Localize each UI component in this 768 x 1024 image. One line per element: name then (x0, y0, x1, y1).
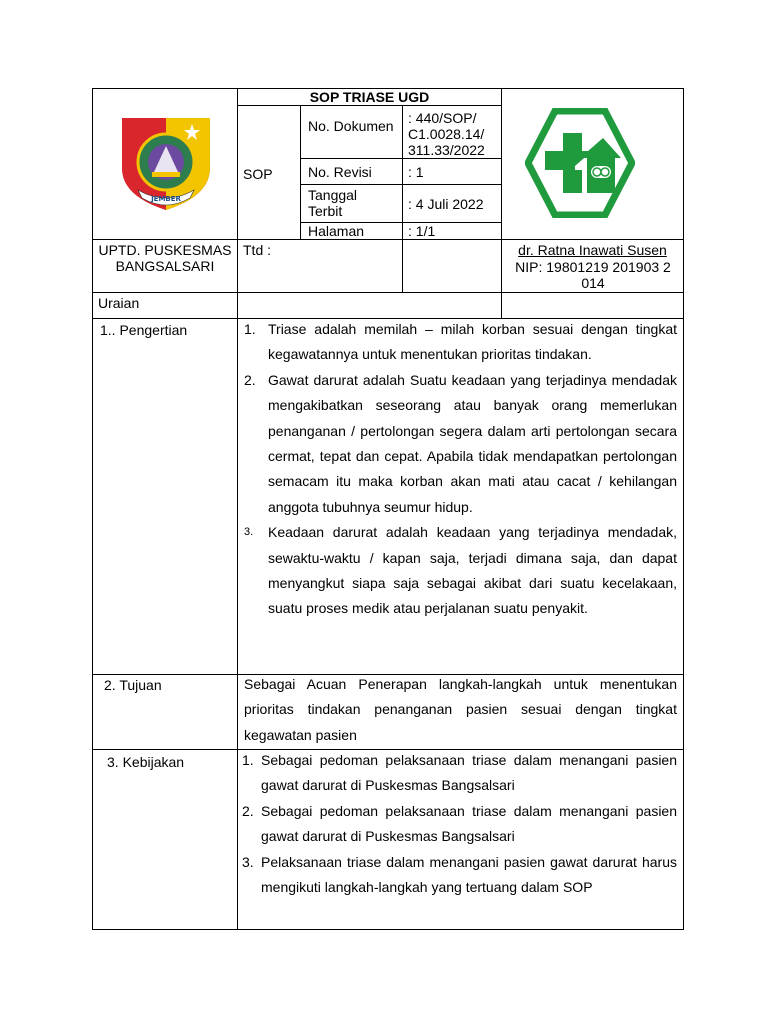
field-label-no-revisi: No. Revisi (308, 164, 372, 180)
document-title: SOP TRIASE UGD (309, 89, 430, 105)
organization-name: UPTD. PUSKESMAS BANGSALSARI (98, 242, 232, 274)
field-value-tanggal-terbit: : 4 Juli 2022 (408, 196, 484, 212)
list-item (244, 368, 677, 520)
rule (92, 929, 684, 930)
svg-text:JEMBER: JEMBER (151, 195, 181, 203)
rule (300, 184, 501, 185)
tujuan-text: Sebagai Acuan Penerapan langkah-langkah untuk menentukan prioritas tindakan penanganan pasien sesuai dengan tingkat kegawatan pasien (244, 676, 677, 743)
rule (402, 105, 403, 292)
jember-logo-icon (120, 116, 212, 212)
list-text: Keadaan darurat adalah keadaan yang terjadinya mendadak, sewaktu-waktu / kapan saja, terjadi dimana saja, dan dapat menyangkut siapa saja sebagai akibat dari suatu kecelakaan, suatu proses medik atau perjalanan suatu penyakit. (268, 524, 677, 617)
list-item (244, 520, 677, 622)
signature-label: Ttd : (243, 242, 272, 258)
section-heading-kebijakan: 3. Kebijakan (107, 754, 185, 770)
list-text: Triase adalah memilah – milah korban sesuai dengan tingkat kegawatannya untuk menentukan prioritas tindakan. (268, 321, 677, 363)
rule (92, 292, 684, 293)
list-item (244, 317, 677, 368)
field-value-halaman: : 1/1 (408, 223, 436, 239)
uraian-label: Uraian (98, 295, 140, 311)
rule (300, 158, 501, 159)
list-text: Sebagai pedoman pelaksanaan triase dalam menangani pasien gawat darurat di Puskesmas Bangsalsari (261, 752, 677, 794)
list-item (242, 850, 677, 901)
field-value-no-revisi: : 1 (408, 164, 424, 180)
list-number: 1. (244, 321, 256, 337)
signer-name: dr. Ratna Inawati Susen (518, 242, 667, 258)
rule (683, 88, 684, 930)
list-item (242, 799, 677, 850)
field-value-no-dokumen: : 440/SOP/ C1.0028.14/ 311.33/2022 (408, 110, 485, 158)
list-text: Sebagai pedoman pelaksanaan triase dalam menangani pasien gawat darurat di Puskesmas Bangsalsari (261, 802, 677, 845)
rule (300, 105, 301, 239)
pengertian-list (244, 317, 677, 622)
field-label-tanggal-terbit: Tanggal Terbit (308, 187, 358, 219)
list-text: Pelaksanaan triase dalam menangani pasien gawat darurat harus mengikuti langkah-langkah yang tertuang dalam SOP (261, 853, 677, 896)
field-label-halaman: Halaman (308, 223, 365, 239)
rule (237, 88, 238, 930)
list-number: 1. (242, 752, 254, 768)
puskesmas-logo-icon (525, 108, 635, 218)
list-number: 3. (244, 526, 254, 539)
rule (92, 88, 93, 930)
rule (237, 105, 501, 106)
field-label-no-dokumen: No. Dokumen (308, 118, 394, 134)
kebijakan-list (242, 748, 677, 900)
rule (92, 239, 684, 240)
section-heading-tujuan: 2. Tujuan (104, 677, 162, 693)
sop-label: SOP (243, 166, 273, 182)
section-heading-pengertian: 1.. Pengertian (100, 322, 188, 338)
list-number: 2. (242, 802, 254, 819)
list-item (242, 748, 677, 799)
list-text: Gawat darurat adalah Suatu keadaan yang terjadinya mendadak mengakibatkan seseorang atau banyak orang memerlukan penanganan / pertolongan segera dalam arti pertolongan secara cermat, tepat dan cepat. Apabila tidak mendapatkan pertolongan semacam itu maka korban akan mati atau cacat / kehilangan anggota tubuhnya seumur hidup. (268, 371, 677, 515)
signer-nip: NIP: 19801219 201903 2 014 (515, 259, 671, 291)
rule (501, 88, 502, 318)
list-number: 3. (242, 853, 254, 870)
list-number: 2. (244, 371, 256, 388)
sop-document (92, 88, 684, 930)
